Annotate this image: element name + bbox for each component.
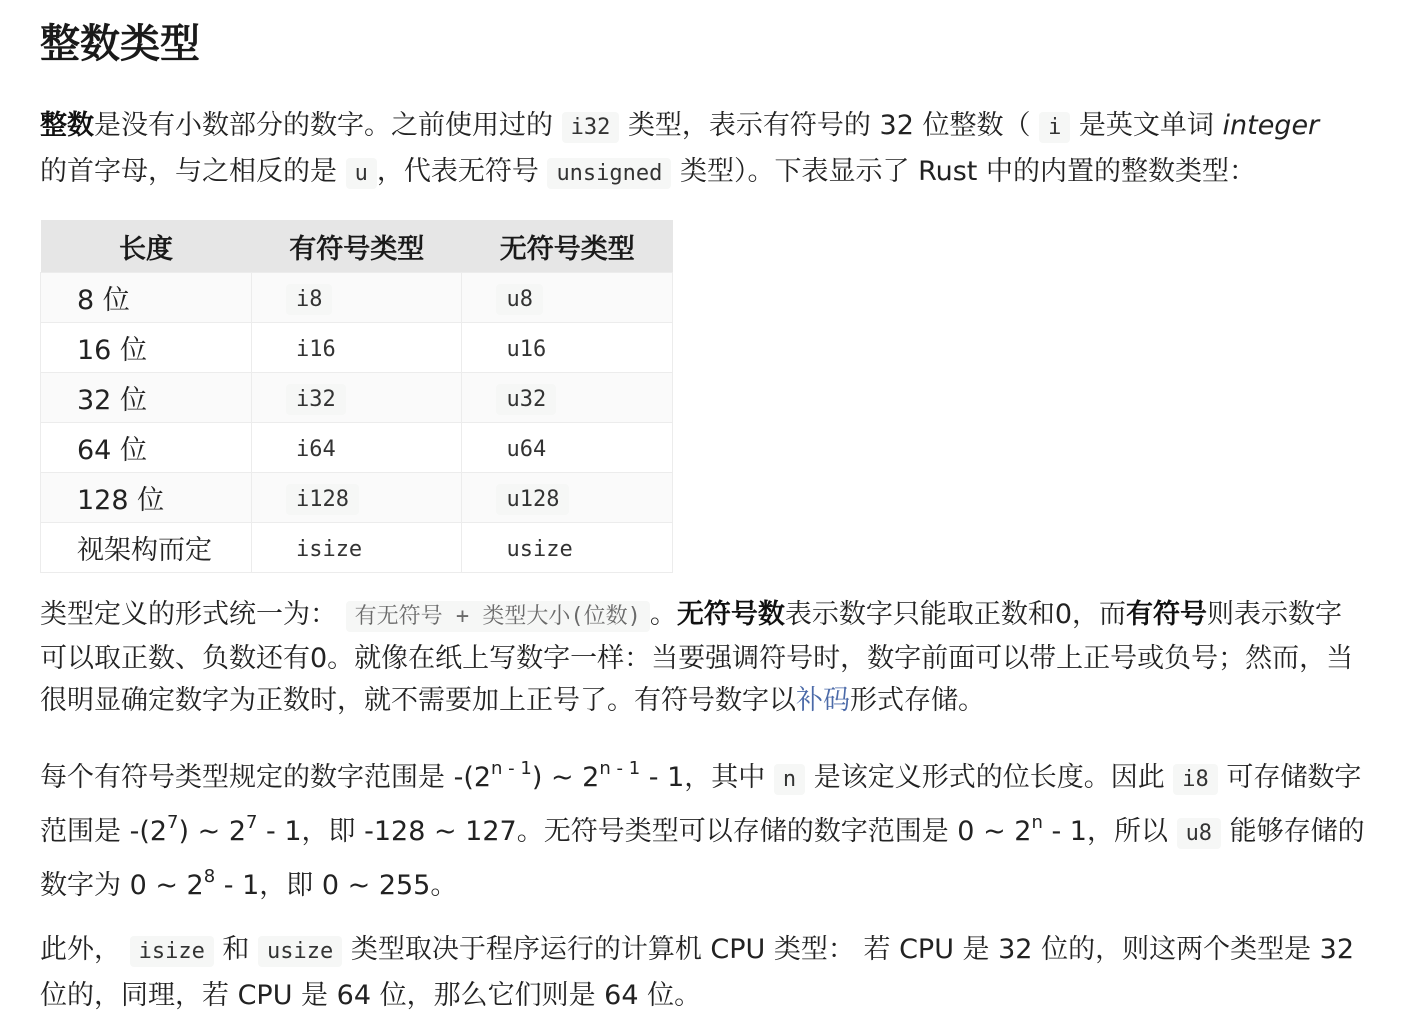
inline-code: i64 xyxy=(295,437,336,462)
superscript: n - 1 xyxy=(599,758,641,779)
inline-code: usize xyxy=(506,537,573,562)
inline-code-type-form: 有无符号 + 类型大小(位数) xyxy=(346,601,650,632)
table-row xyxy=(41,273,673,323)
table-cell-signed xyxy=(251,373,462,423)
inline-code: isize xyxy=(295,537,363,562)
inline-code: u16 xyxy=(506,337,547,362)
table-cell-signed xyxy=(251,473,462,523)
intro-text-4: 的首字母，与之相反的是 xyxy=(40,156,337,187)
table-cell-signed xyxy=(251,523,462,573)
superscript: n xyxy=(1031,812,1043,833)
arch-paragraph xyxy=(40,928,1360,1018)
inline-code-u8: u8 xyxy=(1177,818,1222,849)
table-header-unsigned: 无符号类型 xyxy=(462,220,673,273)
table-header-signed: 有符号类型 xyxy=(251,220,462,273)
table-cell-signed xyxy=(251,273,462,323)
table-cell-length: 视架构而定 xyxy=(41,523,252,573)
definition-paragraph xyxy=(40,594,1360,722)
inline-code-n: n xyxy=(774,764,805,795)
superscript: 7 xyxy=(167,812,179,833)
inline-code-i: i xyxy=(1039,112,1070,143)
inline-code-u: u xyxy=(346,158,377,189)
inline-code: i8 xyxy=(286,284,333,315)
intro-text-2: 类型，表示有符号的 32 位整数（ xyxy=(627,110,1031,141)
arch-text-2: 和 xyxy=(222,934,250,965)
superscript: 8 xyxy=(203,866,216,887)
range-text-7: - 1，即 -128 ~ 127。无符号类型可以存储的数字范围是 0 ~ 2 xyxy=(257,816,1032,847)
table-row xyxy=(41,373,673,423)
table-cell-unsigned xyxy=(462,523,673,573)
table-header-row xyxy=(41,220,673,273)
intro-text-1: 是没有小数部分的数字。之前使用过的 xyxy=(94,110,553,141)
superscript: n - 1 xyxy=(491,758,532,779)
range-text-10: - 1，即 0 ~ 255。 xyxy=(215,870,458,901)
range-text-2: ) ~ 2 xyxy=(531,762,600,793)
range-text-4: 是该定义形式的位长度。因此 xyxy=(813,762,1165,793)
range-text-5: 可存储数字范围是 -(2 xyxy=(40,762,1362,847)
range-text-3: - 1，其中 xyxy=(640,762,766,793)
integer-types-table xyxy=(40,220,673,573)
superscript: 7 xyxy=(246,812,258,833)
table-row xyxy=(41,523,673,573)
bold-term-integer: 整数 xyxy=(40,110,94,141)
bold-term-signed: 有符号 xyxy=(1126,599,1208,630)
table-cell-signed xyxy=(251,423,462,473)
range-paragraph xyxy=(40,752,1370,912)
table-cell-length: 64 位 xyxy=(41,423,252,473)
inline-code-i8: i8 xyxy=(1173,764,1218,795)
inline-code: u128 xyxy=(496,484,569,515)
table-cell-length: 16 位 xyxy=(41,323,252,373)
inline-code-isize: isize xyxy=(130,936,214,967)
inline-code: u64 xyxy=(506,437,547,462)
emphasis-integer: integer xyxy=(1222,110,1320,141)
intro-paragraph xyxy=(40,104,1360,196)
def-text-5: 形式存储。 xyxy=(850,685,985,716)
def-text-2: 。 xyxy=(649,599,677,630)
bold-term-unsigned: 无符号数 xyxy=(676,599,785,630)
inline-code: i16 xyxy=(295,337,336,362)
table-cell-length: 32 位 xyxy=(41,373,252,423)
table-cell-unsigned xyxy=(462,423,673,473)
inline-code: u32 xyxy=(496,384,556,415)
table-cell-unsigned xyxy=(462,323,673,373)
range-text-6: ) ~ 2 xyxy=(178,816,246,847)
inline-code-i32: i32 xyxy=(562,112,620,143)
table-row xyxy=(41,473,673,523)
def-text-1: 类型定义的形式统一为： xyxy=(40,599,337,630)
table-cell-signed xyxy=(251,323,462,373)
table-row xyxy=(41,423,673,473)
arch-text-1: 此外， xyxy=(40,934,121,965)
inline-code-unsigned: unsigned xyxy=(547,158,671,189)
inline-code: u8 xyxy=(496,284,543,315)
table-header-length: 长度 xyxy=(41,220,252,273)
table-cell-unsigned xyxy=(462,273,673,323)
link-twos-complement[interactable]: 补码 xyxy=(796,685,850,716)
inline-code: i32 xyxy=(286,384,346,415)
table-cell-length: 8 位 xyxy=(41,273,252,323)
table-cell-length: 128 位 xyxy=(41,473,252,523)
intro-text-6: 类型）。下表显示了 Rust 中的内置的整数类型： xyxy=(680,156,1256,187)
def-text-4: 则表示数字可以取正数、负数还有0。就像在纸上写数字一样：当要强调符号时，数字前面可以带上正号或负号；然而，当很明显确定数字为正数时，就不需要加上正号了。有符号数字以 xyxy=(40,599,1354,716)
range-text-1: 每个有符号类型规定的数字范围是 -(2 xyxy=(40,762,492,793)
def-text-3: 表示数字只能取正数和0，而 xyxy=(784,599,1127,630)
inline-code: i128 xyxy=(286,484,359,515)
table-cell-unsigned xyxy=(462,473,673,523)
range-text-8: - 1，所以 xyxy=(1042,816,1168,847)
inline-code-usize: usize xyxy=(258,936,342,967)
intro-text-5: ，代表无符号 xyxy=(376,156,539,187)
arch-text-3: 类型取决于程序运行的计算机 CPU 类型： 若 CPU 是 32 位的，则这两个类型是 32 位的，同理，若 CPU 是 64 位，那么它们则是 64 位。 xyxy=(40,934,1355,1011)
page-title: 整数类型 xyxy=(40,21,200,67)
range-text-9: 能够存储的数字为 0 ~ 2 xyxy=(40,816,1365,901)
table-cell-unsigned xyxy=(462,373,673,423)
intro-text-3: 是英文单词 xyxy=(1078,110,1214,141)
table-row xyxy=(41,323,673,373)
